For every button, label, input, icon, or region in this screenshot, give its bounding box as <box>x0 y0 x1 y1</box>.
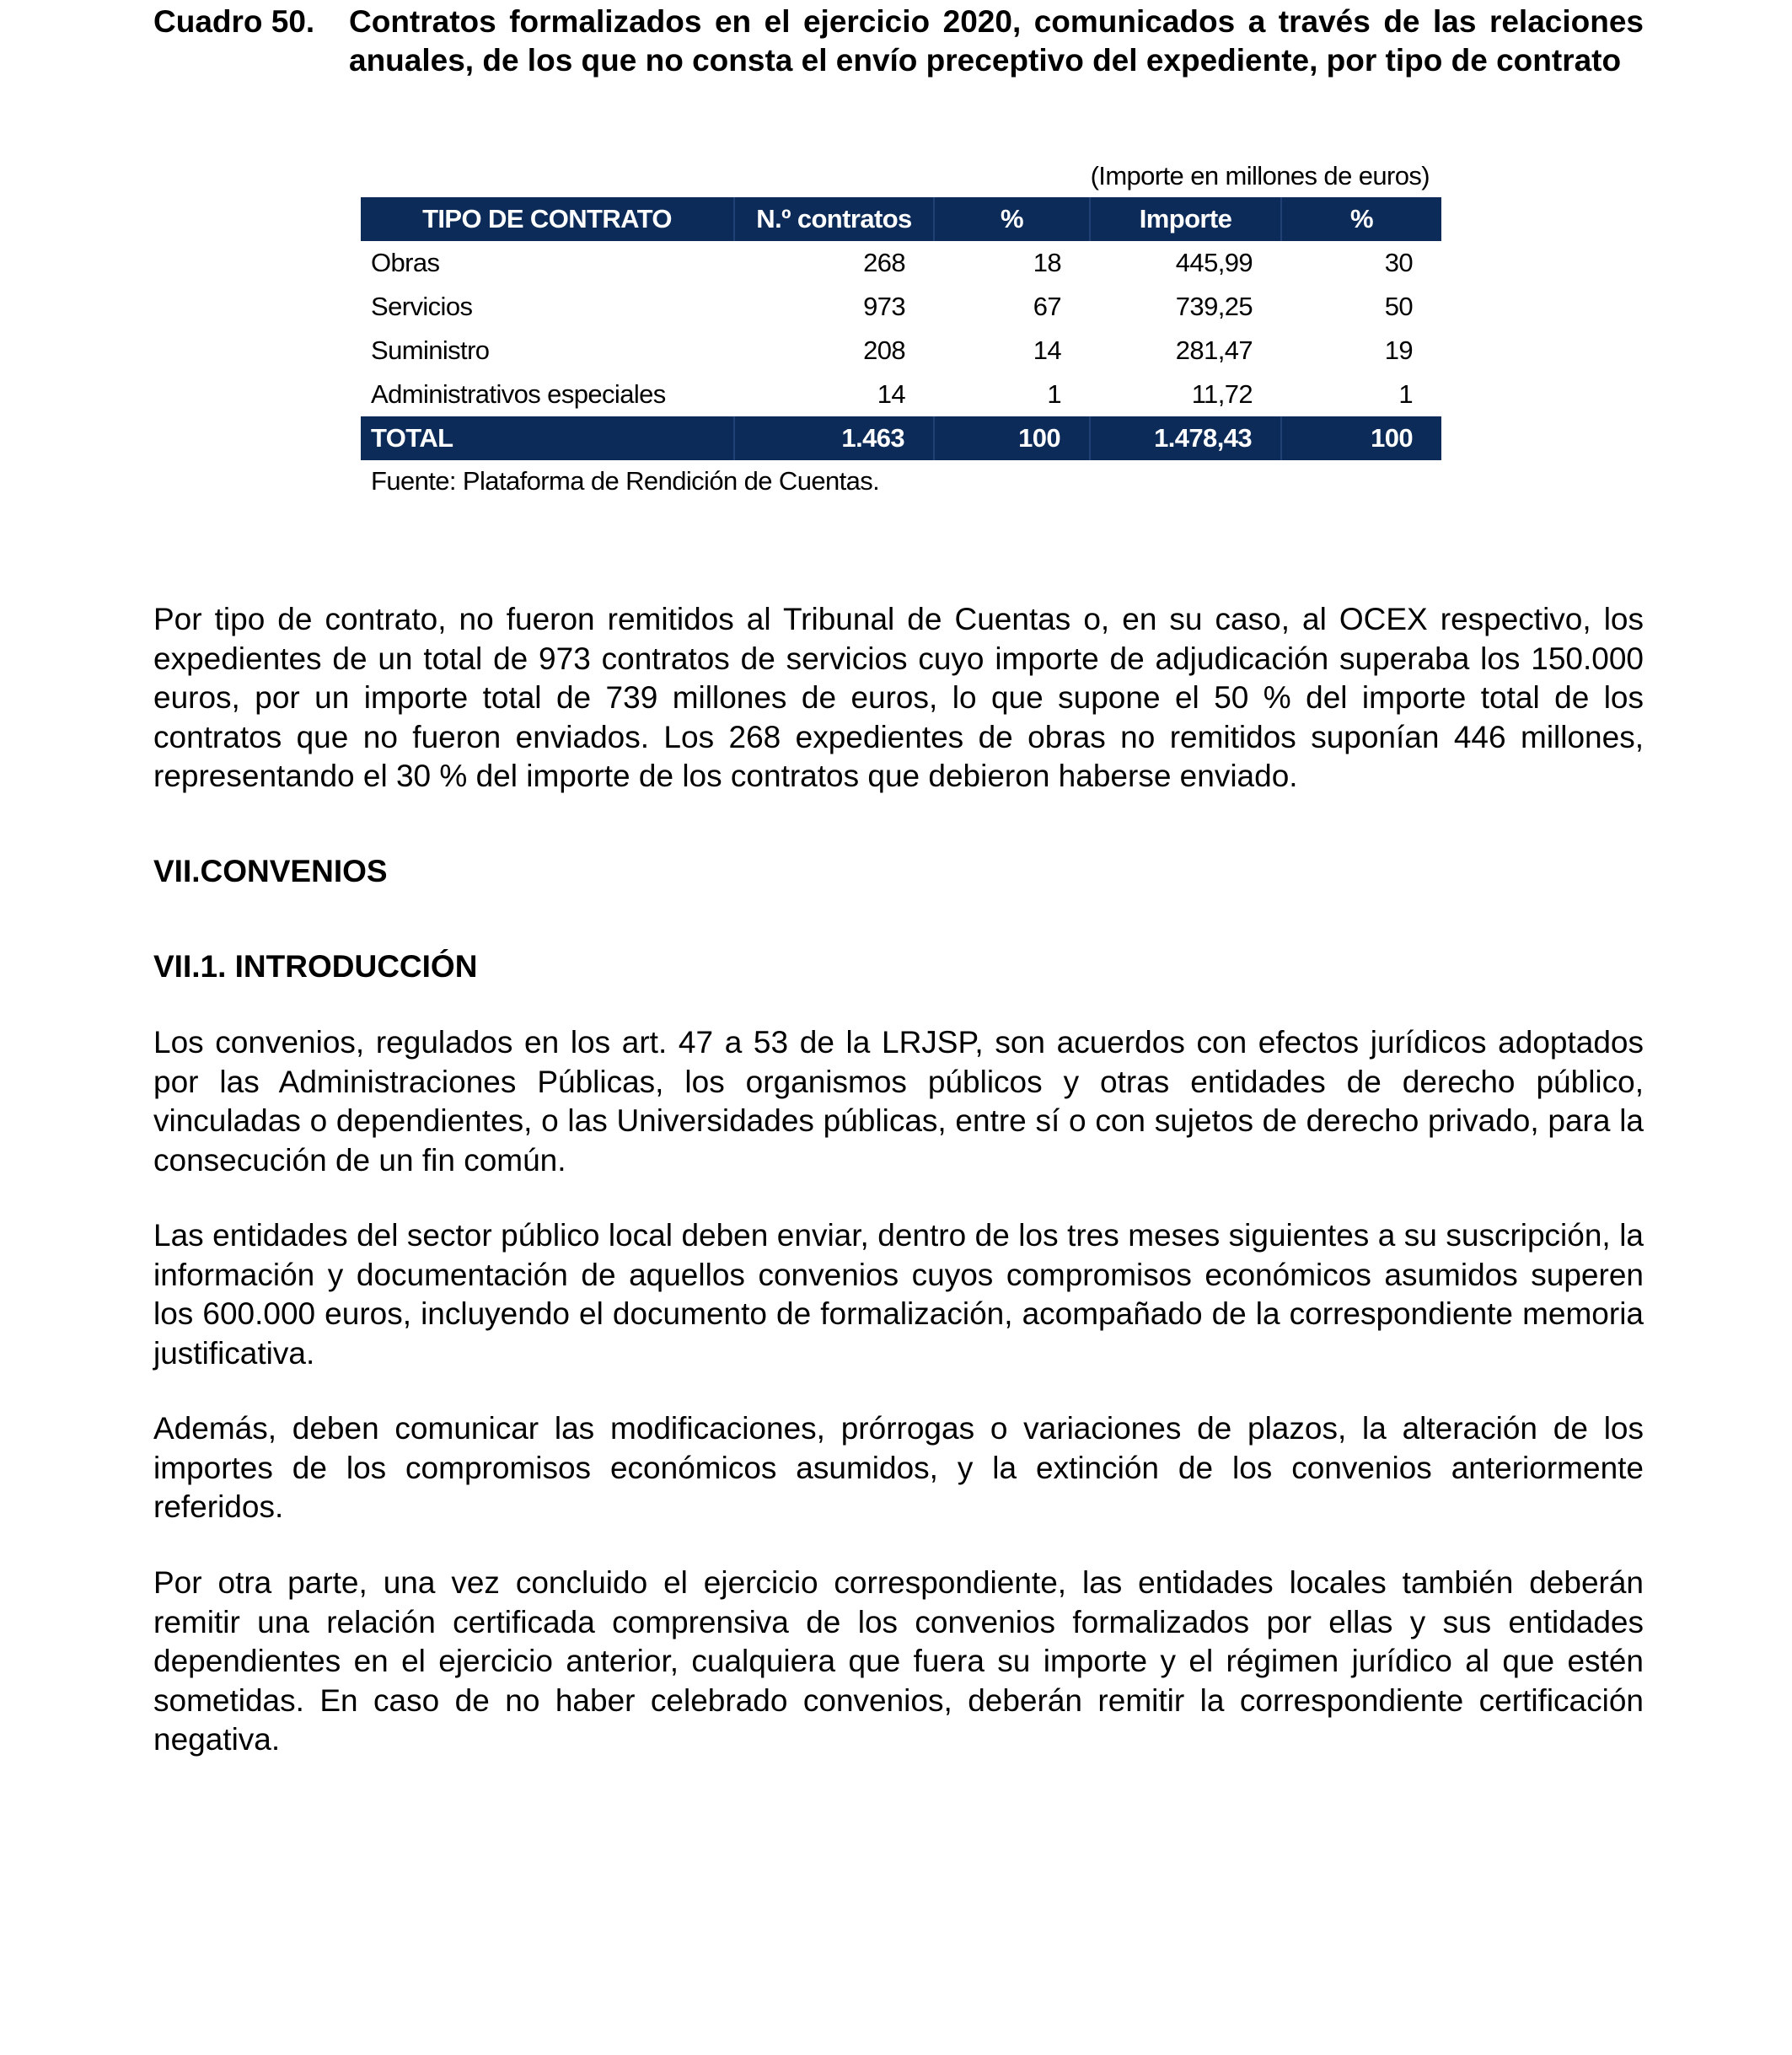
total-pct-importe: 100 <box>1281 416 1441 460</box>
paragraph: Por tipo de contrato, no fueron remitidos al Tribunal de Cuentas o, en su caso, al OCEX respectivo, los expedientes de un total de 973 contratos de servicios cuyo importe de adjudicación superaba los 150.000 euros, por un importe total de 739 millones de euros, lo que supone el 50 % del importe total de los contratos que no fueron enviados. Los 268 expedientes de obras no remitidos suponían 446 millones, representando el 30 % del importe de los contratos que debieron haberse enviado. <box>153 602 1644 793</box>
table-row <box>361 285 1441 329</box>
total-importe: 1.478,43 <box>1090 416 1281 460</box>
cell-pct-importe: 1 <box>1398 379 1413 409</box>
paragraph: Las entidades del sector público local deben enviar, dentro de los tres meses siguientes a su suscripción, la información y documentación de aquellos convenios cuyos compromisos económicos asumidos superen los 600.000 euros, incluyendo el documento de formalización, acompañado de la correspondiente memoria justificativa. <box>153 1218 1644 1371</box>
cell-pct-importe: 30 <box>1384 248 1413 277</box>
header-tipo: TIPO DE CONTRATO <box>361 197 734 241</box>
total-pct-n: 100 <box>934 416 1090 460</box>
caption-label: Cuadro 50. <box>153 4 315 39</box>
cell-pct-importe: 19 <box>1384 335 1413 365</box>
cell-n: 208 <box>863 335 905 365</box>
header-pct-importe: % <box>1281 197 1441 241</box>
table-row <box>361 241 1441 285</box>
header-importe: Importe <box>1090 197 1281 241</box>
cell-pct-n: 67 <box>1033 292 1061 321</box>
table-caption <box>153 3 1644 80</box>
cell-importe: 281,47 <box>1175 335 1253 365</box>
table-row <box>361 373 1441 416</box>
cell-importe: 445,99 <box>1175 248 1253 277</box>
paragraph: Por otra parte, una vez concluido el ejercicio correspondiente, las entidades locales también deberán remitir una relación certificada comprensiva de los convenios formalizados por ellas y sus entidades dependientes en el ejercicio anterior, cualquiera que fuera su importe y el régimen jurídico al que estén sometidas. En caso de no haber celebrado convenios, deberán remitir la correspondiente certificación negativa. <box>153 1565 1644 1757</box>
cell-n: 973 <box>863 292 905 321</box>
section-heading: VII.CONVENIOS <box>153 854 388 888</box>
cell-n: 268 <box>863 248 905 277</box>
total-n: 1.463 <box>734 416 934 460</box>
cell-n: 14 <box>877 379 905 409</box>
cell-pct-importe: 50 <box>1384 292 1413 321</box>
table-total-row <box>361 416 1441 460</box>
table-header-row <box>361 197 1441 241</box>
paragraph: Además, deben comunicar las modificaciones, prórrogas o variaciones de plazos, la alteración de los importes de los compromisos económicos asumidos, y la extinción de los convenios anteriormente referidos. <box>153 1411 1644 1524</box>
caption-text: Contratos formalizados en el ejercicio 2020, comunicados a través de las relaciones anuales, de los que no consta el envío preceptivo del expediente, por tipo de contrato <box>349 4 1644 78</box>
total-label: TOTAL <box>361 416 734 460</box>
cell-tipo: Suministro <box>371 335 490 365</box>
table-row <box>361 329 1441 373</box>
cell-tipo: Administrativos especiales <box>371 379 666 409</box>
document-page <box>153 0 1644 1757</box>
cell-importe: 11,72 <box>1191 379 1253 409</box>
paragraph: Los convenios, regulados en los art. 47 a 53 de la LRJSP, son acuerdos con efectos jurídicos adoptados por las Administraciones Públicas, los organismos públicos y otras entidades de derecho público, vinculadas o dependientes, o las Universidades públicas, entre sí o con sujetos de derecho privado, para la consecución de un fin común. <box>153 1025 1644 1178</box>
cell-importe: 739,25 <box>1175 292 1253 321</box>
header-n-contratos: N.º contratos <box>734 197 934 241</box>
contracts-table-block <box>361 160 1441 497</box>
table-source-note: Fuente: Plataforma de Rendición de Cuentas. <box>371 466 880 496</box>
table-units-note: (Importe en millones de euros) <box>1090 161 1430 190</box>
subsection-heading: VII.1. INTRODUCCIÓN <box>153 949 478 984</box>
header-pct-n: % <box>934 197 1090 241</box>
cell-pct-n: 18 <box>1033 248 1061 277</box>
cell-tipo: Obras <box>371 248 440 277</box>
cell-tipo: Servicios <box>371 292 473 321</box>
contracts-table <box>361 197 1441 460</box>
cell-pct-n: 1 <box>1047 379 1061 409</box>
cell-pct-n: 14 <box>1033 335 1061 365</box>
